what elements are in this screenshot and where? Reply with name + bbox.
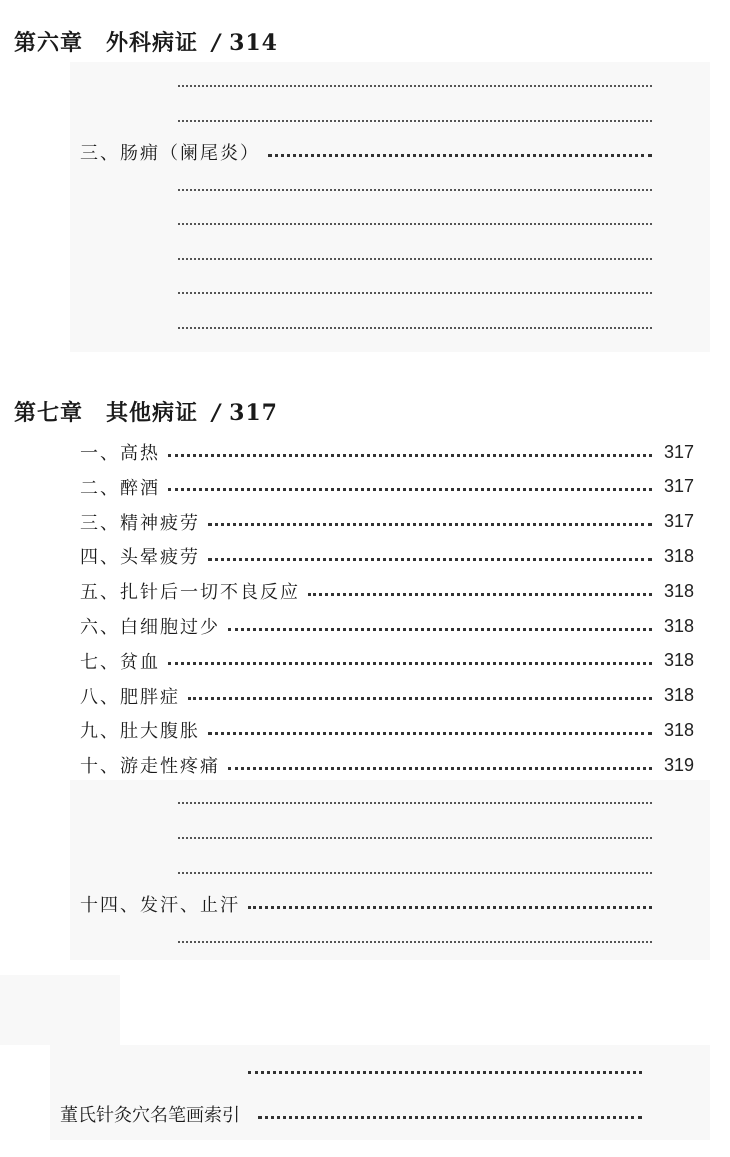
leader-dots (178, 189, 652, 191)
toc-entry[interactable] (80, 241, 694, 271)
leader-dots (178, 837, 652, 839)
toc-entry[interactable] (80, 275, 694, 305)
toc-entry[interactable] (80, 889, 694, 919)
toc-entry[interactable] (80, 507, 694, 537)
toc-entry[interactable] (80, 611, 694, 641)
chapter-heading (14, 26, 278, 57)
entry-label: 三、精神疲劳 (80, 512, 200, 534)
chapter-title: 第六章 外科病证 (14, 30, 199, 56)
leader-dots (178, 120, 652, 122)
leader-dots (168, 454, 652, 457)
leader-dots (208, 523, 652, 526)
leader-dots (178, 258, 652, 260)
toc-entry[interactable] (80, 541, 694, 571)
chapter-separator: / (212, 400, 222, 426)
toc-entry[interactable] (80, 750, 694, 780)
entry-label: 五、扎针后一切不良反应 (80, 582, 300, 604)
toc-entry[interactable] (80, 103, 694, 133)
entry-label: 十四、发汗、止汗 (80, 895, 240, 917)
chapter-page: 314 (229, 30, 278, 56)
blurred-region (0, 975, 120, 1045)
entry-label: 七、贫血 (80, 651, 160, 673)
toc-entry[interactable] (80, 137, 694, 167)
entry-page: 318 (663, 650, 694, 671)
leader-dots (228, 767, 652, 770)
leader-dots (178, 941, 652, 943)
toc-entry[interactable] (80, 855, 694, 885)
chapter-title: 第七章 其他病证 (14, 400, 199, 426)
toc-entry[interactable] (80, 472, 694, 502)
leader-dots (178, 223, 652, 225)
leader-dots (178, 85, 652, 87)
leader-dots (168, 488, 652, 491)
entry-page: 317 (663, 441, 694, 462)
leader-dots (168, 662, 652, 665)
toc-entry[interactable] (80, 820, 694, 850)
leader-dots (178, 292, 652, 294)
leader-dots (188, 697, 652, 700)
entry-label: 八、肥胖症 (80, 686, 180, 708)
leader-dots (178, 327, 652, 329)
leader-dots (308, 593, 652, 596)
toc-entry[interactable] (80, 924, 694, 954)
entry-label: 九、肚大腹胀 (80, 721, 200, 743)
chapter-page: 317 (229, 400, 278, 426)
entry-label: 三、肠痈（阑尾炎） (80, 143, 260, 164)
chapter-separator: / (212, 30, 222, 56)
entry-page: 318 (663, 685, 694, 706)
entry-label: 十、游走性疼痛 (80, 756, 220, 778)
toc-entry[interactable] (80, 68, 694, 98)
toc-entry[interactable] (60, 1099, 682, 1129)
toc-entry[interactable] (80, 715, 694, 745)
entry-page: 318 (663, 545, 694, 566)
entry-page: 319 (663, 754, 694, 775)
entry-label: 二、醉酒 (80, 477, 160, 499)
toc-entry[interactable] (80, 681, 694, 711)
leader-dots (248, 1071, 642, 1074)
leader-dots (208, 558, 652, 561)
toc-entry[interactable] (80, 785, 694, 815)
entry-page: 317 (663, 511, 694, 532)
leader-dots (228, 628, 652, 631)
leader-dots (178, 872, 652, 874)
toc-entry[interactable] (80, 576, 694, 606)
leader-dots (258, 1116, 642, 1119)
toc-entry[interactable] (80, 646, 694, 676)
entry-page: 318 (663, 615, 694, 636)
entry-label: 六、白细胞过少 (80, 617, 220, 638)
entry-page: 318 (663, 719, 694, 740)
toc-entry[interactable] (80, 172, 694, 202)
leader-dots (208, 732, 652, 735)
chapter-heading (14, 396, 278, 427)
leader-dots (268, 154, 652, 157)
entry-page: 318 (663, 580, 694, 601)
entry-label: 一、高热 (80, 443, 160, 464)
toc-entry[interactable] (80, 206, 694, 236)
toc-entry[interactable] (60, 1054, 682, 1084)
toc-entry[interactable] (80, 310, 694, 340)
toc-entry[interactable] (80, 437, 694, 467)
leader-dots (248, 906, 652, 909)
entry-label: 四、头晕疲劳 (80, 547, 200, 569)
entry-label: 董氏针灸穴名笔画索引 (60, 1105, 240, 1126)
entry-page: 317 (663, 476, 694, 497)
leader-dots (178, 802, 652, 804)
